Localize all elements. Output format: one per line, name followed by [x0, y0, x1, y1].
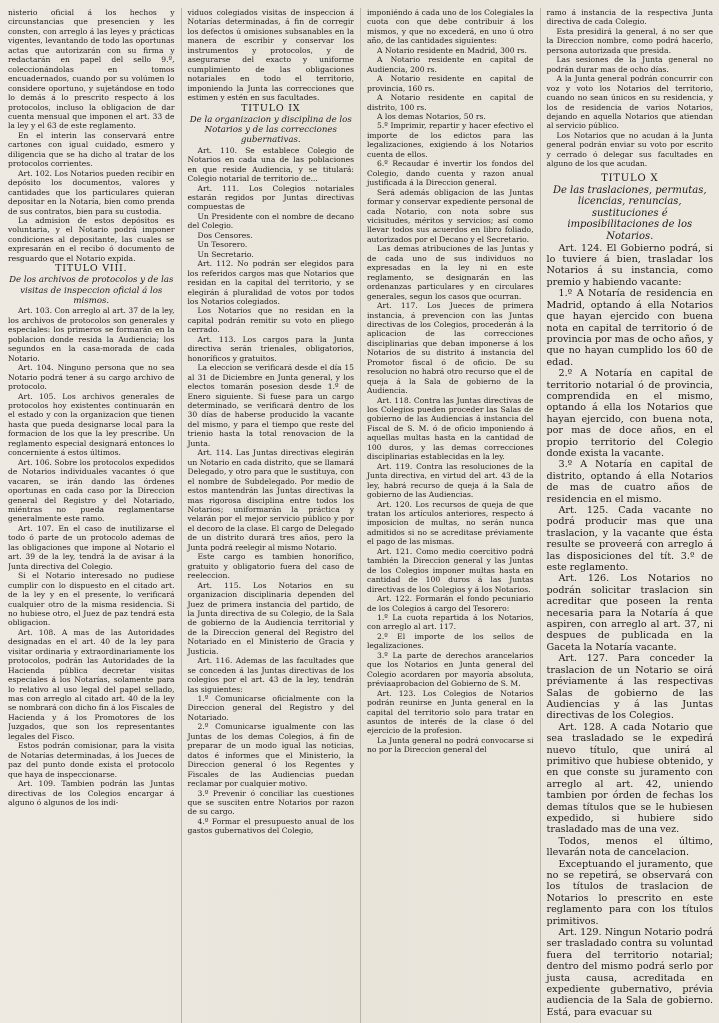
paragraph: La eleccion se verificará desde el día 15 al 31 de Diciembre en Junta general, y los electos tomarán posesion desde 1.º de Enero siguiente. Si fuese para un cargo determinado, se verificará dentro de los 30 días de haberse producido la vacante del mismo, y para el tiempo que reste del trienio hasta la total renovacion de la Junta. — [187, 363, 354, 448]
paragraph: nisterio oficial á los hechos y circunstancias que presencien y les consten, con arreglo á las leyes y prácticas vigentes, levantando de todo las oportunas actas que autorizarán con su firma y redactarán en papel del sello 9.º, coleccionándolas en tomos encuadernados, cuando por su volúmen lo considere oportuno, y sujetándose en todo lo demás á lo prescrito respecto á los protocolos, incluso la obligacion de dar cuenta mensual que imponen el art. 33 de la ley y el 63 de este reglamento. — [8, 8, 175, 131]
paragraph: 2.º A Notaría en capital de territorio notarial ó de provincia, comprendida en el mismo, optando á ella los Notarios que hayan ejercido, con buena nota, por mas de doce años, en el propio territorio del Colegio donde exista la vacante. — [546, 368, 713, 459]
paragraph: ramo á instancia de la respectiva Junta directiva de cada Colegio. — [546, 8, 713, 27]
paragraph: Art. 122. Formarán el fondo pecuniario de los Colegios á cargo del Tesorero: — [367, 594, 534, 613]
paragraph: Será además obligacion de las Juntas formar y conservar expediente personal de cada Notario, con nota sobre sus vicisitudes, méritos y servicios; así como llevar todos sus acuerdos en libro foliado, autorizados por el Decano y el Secretario. — [367, 187, 534, 244]
section-subtitle: De los archivos de protocolos y de las visitas de inspeccion oficial á los mismos. — [9, 275, 174, 307]
paragraph: Art. 128. A cada Notario que sea trasladado se le expedirá nuevo título, que unirá al primitivo que hubiese obtenido, y en que conste su juramento con arreglo al art. 42, uniendo tambien por órden de fechas los demas títulos que se le hubiesen expedido, si hubiere sido trasladado mas de una vez. — [546, 721, 713, 836]
paragraph: A Notario residente en capital de distrito, 100 rs. — [367, 93, 534, 112]
paragraph: 2.º Comunicarse igualmente con las Juntas de los demas Colegios, á fin de preparar de un modo igual las noticias, datos é informes que el Ministerio, la Direccion general ó los Regentes y Fiscales de las Audiencias puedan reclamar por cualquier motivo. — [187, 722, 354, 789]
paragraph: Art. 119. Contra las resoluciones de la Junta directiva, en virtud del art. 43 de la ley, habrá recurso de queja á la Sala de gobierno de las Audiencias. — [367, 461, 534, 500]
paragraph: Todos, menos el último, llevarán nota de cancelacion. — [546, 835, 713, 859]
paragraph: A Notario residente en capital de Audiencia, 200 rs. — [367, 55, 534, 74]
paragraph: 3.º Prevenir ó conciliar las cuestiones que se susciten entre Notarios por razon de su cargo. — [187, 788, 354, 817]
paragraph: Art. 116. Ademas de las facultades que se conceden á las Juntas directivas de los colegios por el art. 43 de la ley, tendrán las siguientes: — [187, 656, 354, 694]
paragraph: Exceptuando el juramento, que no se repetirá, se observará con los títulos de traslacion de Notarios lo prescrito en este reglamento para con los títulos primitivos. — [546, 858, 713, 927]
paragraph: Art. 111. Los Colegios notariales estarán regidos por Juntas directivas compuestas de — [187, 183, 354, 212]
paragraph: Este cargo es tambien honorífico, gratuito y obligatorio fuera del caso de reeleccion. — [187, 552, 354, 581]
paragraph: Si el Notario interesado no pudiese cumplir con lo dispuesto en el citado art. de la ley y en el presente, lo verificará cualquier otro de la misma residencia. Si no hubiese otro, el Juez de paz tendrá esta obligacion. — [8, 571, 175, 628]
paragraph: A la Junta general podrán concurrir con voz y voto los Notarios del territorio, cuando no sean únicos en su residencia, y los de residencia de varios Notarios, dejando en aquella Notarios que atiendan al servicio público. — [546, 74, 713, 131]
paragraph: A los demas Notarios, 50 rs. — [377, 111, 486, 121]
paragraph: Art. 121. Como medio coercitivo podrá también la Direccion general y las Juntas de los Colegios imponer multas hasta en cantidad de 100 duros á las Juntas directivas de los Colegios y á los Notarios. — [367, 546, 534, 594]
paragraph: 1.º Comunicarse oficialmente con la Direccion general del Registro y del Notariado. — [187, 694, 354, 722]
paragraph: Art. 126. Los Notarios no podrán solicitar traslacion sin acreditar que poseen la renta necesaria para la Notaría á que aspiren, con arreglo al art. 37, ni despues de publicada en la Gaceta la Notaría vacante. — [546, 573, 713, 653]
paragraph: Art. 105. Los archivos generales de protocolos hoy existentes continuarán en el estado y con la organizacion que tienen hasta que pueda designarse local para la formacion de los que la ley prescribe. Un reglamento especial designará entonces lo concerniente á estos últimos. — [8, 391, 175, 458]
paragraph: Un Presidente con el nombre de decano del Colegio. — [187, 211, 354, 231]
section-title: TITULO VIII. — [55, 263, 128, 275]
paragraph: Art. 120. Los recursos de queja de que tratan los artículos anteriores, respecto á imposicion de multas, no serán nunca admitidos si no se acreditase préviamente el pago de las mismas. — [367, 499, 534, 547]
paragraph: Art. 102. Los Notarios pueden recibir en depósito los documentos, valores y cantidades que los particulares quieran depositar en la Notaría, bien como prenda de sus contratos, bien para su custodia. — [8, 168, 175, 216]
paragraph: Art. 125. Cada vacante no podrá producir mas que una traslacion, y la vacante que ésta resulte se proveerá con arreglo á las disposiciones del tít. 3.º de este reglamento. — [546, 505, 713, 574]
paragraph: Art. 103. Con arreglo al art. 37 de la ley, los archivos de protocolos son generales y especiales: los primeros se formarán en la poblacion donde resida la Audiencia; los segundos en la casa-morada de cada Notario. — [8, 306, 175, 363]
paragraph: 5.º Imprimir, repartir y hacer efectivo el importe de los edictos para las legalizaciones, exigiendo á los Notarios cuenta de ellos. — [367, 121, 534, 159]
paragraph: 6.º Recaudar é invertir los fondos del Colegio, dando cuenta y razon anual justificada á la Direccion general. — [367, 159, 534, 188]
paragraph: Art. 115. Los Notarios en su organizacion disciplinaria dependen del Juez de primera instancia del partido, de la Junta directiva de su Colegio, de la Sala de gobierno de la Audiencia territorial y de la Direccion general del Registro del Notariado en el Ministerio de Gracia y Justicia. — [187, 580, 354, 656]
paragraph: 1.º A Notaría de residencia en Madrid, optando á ella Notarios que hayan ejercido con buena nota en capital de territorio ó de provincia por mas de ocho años, y que no hayan cumplido los 60 de edad. — [546, 288, 713, 368]
paragraph: La Junta general no podrá convocarse si no por la Direccion general del — [367, 735, 534, 755]
paragraph: En el interin las conservará entre cartones con igual cuidado, esmero y diligencia que se ha dicho al tratar de los protocolos corrientes. — [8, 130, 175, 169]
section-title: TITULO X — [601, 172, 659, 184]
paragraph: Art. 112. No podrán ser elegidos para los referidos cargos mas que Notarios que residan en la capital del territorio, y se elegirán á pluralidad de votos por todos los Notarios colegiados. — [187, 259, 354, 306]
paragraph: Dos Censores. — [197, 230, 253, 240]
paragraph: 2.º El importe de los sellos de legalizaciones. — [367, 631, 534, 651]
paragraph: Las demas atribuciones de las Juntas y de cada uno de sus individuos no expresadas en la ley ni en este reglamento, se designarán en las ordenanzas particulares y en circulares generales, segun los casos que ocurran. — [367, 244, 534, 301]
paragraph: Las sesiones de la Junta general no podrán durar mas de ocho días. — [546, 55, 713, 74]
paragraph: Art. 104. Ninguno persona que no sea Notario podrá tener á su cargo archivo de protocolo. — [8, 363, 175, 392]
paragraph: Esta presidirá la general, á no ser que la Direccion nombre, como podrá hacerlo, persona autorizada que presida. — [546, 26, 713, 55]
column-2 — [181, 8, 355, 1023]
paragraph: Un Secretario. — [197, 249, 254, 259]
paragraph: 4.º Formar el presupuesto anual de los gastos gubernativos del Colegio, — [187, 816, 354, 836]
paragraph: A Notario residente en capital de provincia, 160 rs. — [367, 74, 534, 93]
paragraph: Art. 108. A mas de las Autoridades designadas en el art. 40 de la ley para visitar ordinaria y extraordinariamente los protocolos, podrán las Autoridades de la Hacienda pública decretar visitas especiales á los Notarías, solamente para lo relativo al uso legal del papel sellado, mas con arreglo al citado art. 40 de la ley se nombrará con dicho fin á los Fiscales de Hacienda y á los Promotores de los Juzgados, que son los representantes legales del Fisco. — [8, 627, 175, 741]
paragraph: 3.º La parte de derechos arancelarios que los Notarios en Junta general del Colegio acordaren por mayoría absoluta, préviaaprobacion del Gobierno de S. M. — [367, 650, 534, 689]
paragraph: Art. 118. Contra las Juntas directivas de los Colegios pueden proceder las Salas de gobierno de las Audiencias á instancia del Fiscal de S. M. ó de oficio imponiendo á aquellas multas hasta en la cantidad de 100 duros, y las demas correcciones disciplinarias establecidas en la ley. — [367, 395, 534, 462]
paragraph: 1.º La cuota repartida á los Notarios, con arreglo al art. 117. — [367, 613, 534, 632]
paragraph: Art. 106. Sobre los protocolos expedidos de Notarios individuales vacantes ó que vacaren, se irán dando las órdenes oportunas en cada caso por la Direccion general del Registro y del Notariado, miéntras no pueda reglamentarse generalmente este ramo. — [8, 457, 175, 524]
section-title: TITULO IX — [241, 102, 301, 114]
paragraph: Un Tesorero. — [197, 240, 248, 250]
paragraph: Art. 110. Se establece Colegio de Notarios en cada una de las poblaciones en que reside Audiencia, y se titulará: Colegio notarial de territorio de... — [187, 145, 354, 184]
paragraph: Estos podrán comisionar, para la visita de Notarías determinadas, á los Jueces de paz del punto donde exista el protocolo que haya de inspeccionarse. — [8, 741, 175, 779]
column-3 — [360, 8, 534, 1023]
paragraph: Art. 129. Ningun Notario podrá ser trasladado contra su voluntad fuera del territorio notarial; dentro del mismo podrá serlo por justa causa, acreditada en expediente gubernativo, prévia audiencia de la Sala de gobierno. Está, para evacuar su — [546, 927, 713, 1018]
paragraph: imponiéndo á cada uno de los Colegiales la cuota con que debe contribuir á los mismos, y que no excederá, en uno ú otro año, de las cantidades siguientes: — [367, 8, 534, 46]
section-subtitle: De la organizacion y disciplina de los Notarios y de las correcciones gubernativas. — [189, 114, 352, 146]
paragraph: Art. 124. El Gobierno podrá, si lo tuviere á bien, trasladar los Notarios á su instancia, como premio y habiendo vacante: — [546, 242, 713, 288]
column-1 — [8, 8, 175, 1023]
paragraph: Art. 117. Los Jueces de primera instancia, á prevencion con las Juntas directivas de los Colegios, procederán á la aplicacion de las correcciones disciplinarias que deban imponerse á los Notarios de su distrito á instancia del Promotor fiscal ó de oficio. De su resolucion no habrá otro recurso que el de queja á la Sala de gobierno de la Audiencia. — [367, 301, 534, 396]
paragraph: Art. 114. Las Juntas directivas elegirán un Notario en cada distrito, que se llamará Delegado, y otro para que le sustituya, con el nombre de Subdelegado. Por medio de estos mantendrán las Juntas directivas la mas rigorosa disciplina entre todos los Notarios; uniformarán la práctica y velarán por el mejor servicio público y por el decoro de la clase. El cargo de Delegado de un distrito durará tres años, pero la Junta podrá reelegir al mismo Notario. — [187, 448, 354, 552]
paragraph: Los Notarios que no residan en la capital podrán remitir su voto en pliego cerrado. — [187, 306, 354, 335]
paragraph: A Notario residente en Madrid, 300 rs. — [377, 45, 527, 55]
paragraph: Art. 113. Los cargos para la Junta directiva serán trienales, obligatorios, honoríficos y gratuitos. — [187, 334, 354, 363]
column-4 — [540, 8, 714, 1023]
section-body — [547, 243, 714, 1019]
paragraph: 3.º A Notaría en capital de distrito, optando á ella Notarios de mas de cuatro años de residencia en el mismo. — [546, 459, 713, 505]
paragraph: Art. 109. Tambien podrán las Juntas directivas de los Colegios encargar á alguno ó algunos de los indi- — [8, 779, 175, 808]
paragraph: viduos colegiados visitas de inspeccion á Notarías determinadas, á fin de corregir los defectos ú omisiones subsanables en la manera de escribir y conservar los instrumentos y protocolos, y de asegurarse del exacto y uniforme cumplimiento de las obligaciones notariales en todo el territorio, imponiendo la Junta las correcciones que estimen y estén en sus facultades. — [187, 8, 354, 103]
paragraph: Art. 123. Los Colegios de Notarios podrán reunirse en Junta general en la capital del territorio solo para tratar en asuntos de interés de la clase ó del ejercicio de la profesion. — [367, 688, 534, 736]
paragraph: Art. 107. En el caso de inutilizarse el todo ó parte de un protocolo ademas de las obligaciones que impone al Notario el art. 39 de la ley, tendrá la de avisar á la Junta directiva del Colegio. — [8, 523, 175, 571]
paragraph: La admision de estos depósitos es voluntaria, y el Notario podrá imponer condiciones al depositante, las cuales se expresarán en el recibo ó documento de resguardo que el Notario expida. — [8, 215, 175, 263]
paragraph: Los Notarios que no acudan á la Junta general podrán enviar su voto por escrito y cerrado ó delegar sus facultades en alguno de los que acudan. — [546, 130, 713, 169]
paragraph: Art. 127. Para conceder la traslacion de un Notario se oirá préviamente á las respectivas Salas de gobierno de las Audiencias y á las Juntas directivas de los Colegios. — [546, 653, 713, 722]
section-subtitle: De las traslaciones, permutas, licencias, renuncias, sustituciones é imposibilitaciones de los Notarios. — [552, 184, 707, 243]
